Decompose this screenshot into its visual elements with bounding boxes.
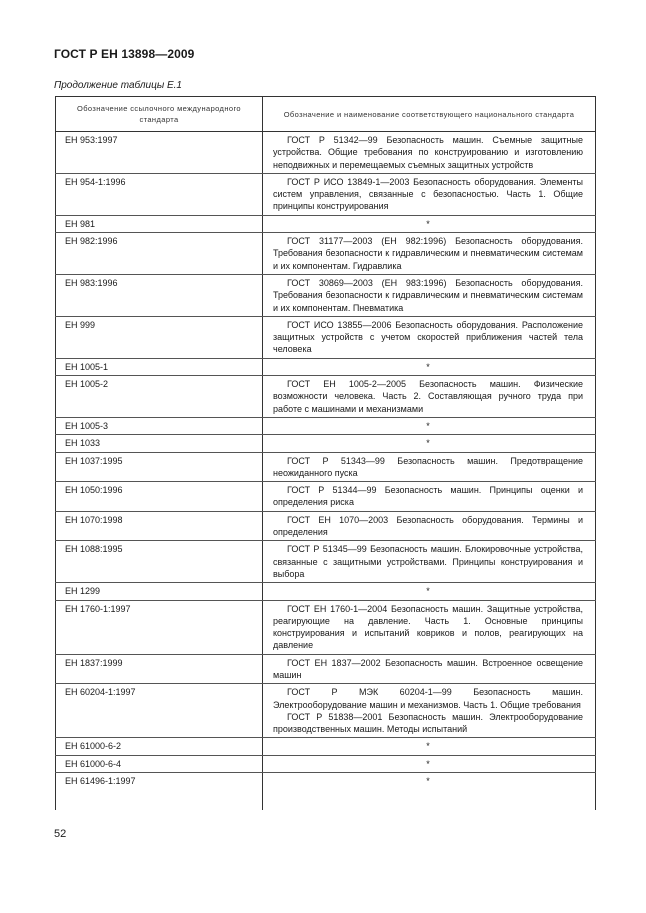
table-row xyxy=(56,684,596,738)
national-standard-cell: * xyxy=(263,417,596,434)
national-standard-cell xyxy=(263,541,596,583)
national-standard-text: ГОСТ ЕН 1760-1—2004 Безопасность машин. Защитные устройства, реагирующие на давление. Часть 1. Основные принципы конструирования и испытаний ковриков и полов, реагирующих на давление xyxy=(273,603,583,651)
table-row xyxy=(56,233,596,275)
national-standard-cell xyxy=(263,684,596,738)
international-standard-cell: ЕН 1837:1999 xyxy=(56,654,263,684)
international-standard-cell: ЕН 1050:1996 xyxy=(56,482,263,512)
table-row xyxy=(56,173,596,215)
national-standard-cell xyxy=(263,173,596,215)
table-row xyxy=(56,215,596,232)
national-standard-cell xyxy=(263,654,596,684)
table-row xyxy=(56,435,596,452)
standards-table xyxy=(55,96,596,810)
international-standard-cell: ЕН 982:1996 xyxy=(56,233,263,275)
international-standard-cell: ЕН 60204-1:1997 xyxy=(56,684,263,738)
national-standard-text: ГОСТ ЕН 1837—2002 Безопасность машин. Встроенное освещение машин xyxy=(273,657,583,680)
table-row xyxy=(56,452,596,482)
national-standard-cell xyxy=(263,511,596,541)
national-standard-text: ГОСТ Р ИСО 13849-1—2003 Безопасность оборудования. Элементы систем управления, связанные с безопасностью. Часть 1. Общие принципы конструирования xyxy=(273,176,583,212)
international-standard-cell: ЕН 954-1:1996 xyxy=(56,173,263,215)
national-standard-cell xyxy=(263,452,596,482)
page-number: 52 xyxy=(54,828,67,840)
national-standard-text: ГОСТ Р 51343—99 Безопасность машин. Предотвращение неожиданного пуска xyxy=(273,455,583,478)
national-standard-cell: * xyxy=(263,358,596,375)
international-standard-cell: ЕН 983:1996 xyxy=(56,274,263,316)
table-row xyxy=(56,132,596,174)
table-row xyxy=(56,482,596,512)
international-standard-cell: ЕН 61000-6-4 xyxy=(56,755,263,772)
international-standard-cell: ЕН 999 xyxy=(56,316,263,358)
international-standard-cell: ЕН 981 xyxy=(56,215,263,232)
international-standard-cell: ЕН 1760-1:1997 xyxy=(56,600,263,654)
national-standard-text: ГОСТ Р 51342—99 Безопасность машин. Съемные защитные устройства. Общие требования по конструированию и изготовлению неподвижных и перемещаемых съемных защитных устройств xyxy=(273,135,583,170)
international-standard-cell: ЕН 1005-3 xyxy=(56,417,263,434)
international-standard-cell: ЕН 1033 xyxy=(56,435,263,452)
international-standard-cell: ЕН 1005-1 xyxy=(56,358,263,375)
table-row xyxy=(56,541,596,583)
column-header-international: Обозначение ссылочного международного стандарта xyxy=(56,97,263,132)
national-standard-text: ГОСТ ЕН 1005-2—2005 Безопасность машин. Физические возможности человека. Часть 2. Составляющая ручного труда при работе с машинами и механизмами xyxy=(273,379,583,414)
national-standard-text: ГОСТ 31177—2003 (ЕН 982:1996) Безопасность оборудования. Требования безопасности к гидравлическим и пневматическим системам и их компонентам. Гидравлика xyxy=(273,236,583,271)
document-code: ГОСТ Р ЕН 13898—2009 xyxy=(54,47,195,61)
national-standard-cell: * xyxy=(263,738,596,755)
national-standard-text: ГОСТ Р МЭК 60204-1—99 Безопасность машин. Электрооборудование машин и механизмов. Часть 1. Общие требования xyxy=(273,687,583,710)
international-standard-cell: ЕН 1005-2 xyxy=(56,376,263,418)
national-standard-cell xyxy=(263,316,596,358)
table-header-row xyxy=(56,97,596,132)
international-standard-cell: ЕН 61496-1:1997 xyxy=(56,773,263,811)
national-standard-cell xyxy=(263,274,596,316)
national-standard-cell xyxy=(263,482,596,512)
table-row xyxy=(56,511,596,541)
international-standard-cell: ЕН 61000-6-2 xyxy=(56,738,263,755)
international-standard-cell: ЕН 1037:1995 xyxy=(56,452,263,482)
table-row xyxy=(56,773,596,811)
national-standard-cell xyxy=(263,233,596,275)
national-standard-cell: * xyxy=(263,215,596,232)
national-standard-text: ГОСТ Р 51345—99 Безопасность машин. Блокировочные устройства, связанные с защитными устройствами. Принципы конструирования и выбора xyxy=(273,544,583,579)
national-standard-text: ГОСТ ЕН 1070—2003 Безопасность оборудования. Термины и определения xyxy=(273,514,583,538)
table-row xyxy=(56,274,596,316)
column-header-national: Обозначение и наименование соответствующего национального стандарта xyxy=(263,97,596,132)
national-standard-text: ГОСТ ИСО 13855—2006 Безопасность оборудования. Расположение защитных устройств с учетом скоростей приближения частей тела человека xyxy=(273,319,583,355)
table-row xyxy=(56,755,596,772)
international-standard-cell: ЕН 1088:1995 xyxy=(56,541,263,583)
national-standard-cell: * xyxy=(263,773,596,811)
national-standard-text: ГОСТ Р 51838—2001 Безопасность машин. Электрооборудование производственных машин. Методы испытаний xyxy=(273,711,583,735)
national-standard-text: ГОСТ 30869—2003 (ЕН 983:1996) Безопасность оборудования. Требования безопасности к гидравлическим и пневматическим системам и их компонентам. Пневматика xyxy=(273,277,583,313)
international-standard-cell: ЕН 953:1997 xyxy=(56,132,263,174)
table-row xyxy=(56,738,596,755)
table-body xyxy=(56,132,596,811)
table-row xyxy=(56,358,596,375)
national-standard-cell: * xyxy=(263,435,596,452)
national-standard-cell: * xyxy=(263,755,596,772)
table-row xyxy=(56,417,596,434)
table-row xyxy=(56,600,596,654)
national-standard-cell: * xyxy=(263,583,596,600)
table-row xyxy=(56,376,596,418)
table-row xyxy=(56,583,596,600)
national-standard-cell xyxy=(263,132,596,174)
table-row xyxy=(56,654,596,684)
national-standard-cell xyxy=(263,600,596,654)
national-standard-text: ГОСТ Р 51344—99 Безопасность машин. Принципы оценки и определения риска xyxy=(273,485,583,508)
table-caption: Продолжение таблицы Е.1 xyxy=(54,80,182,91)
national-standard-cell xyxy=(263,376,596,418)
international-standard-cell: ЕН 1299 xyxy=(56,583,263,600)
international-standard-cell: ЕН 1070:1998 xyxy=(56,511,263,541)
table-row xyxy=(56,316,596,358)
